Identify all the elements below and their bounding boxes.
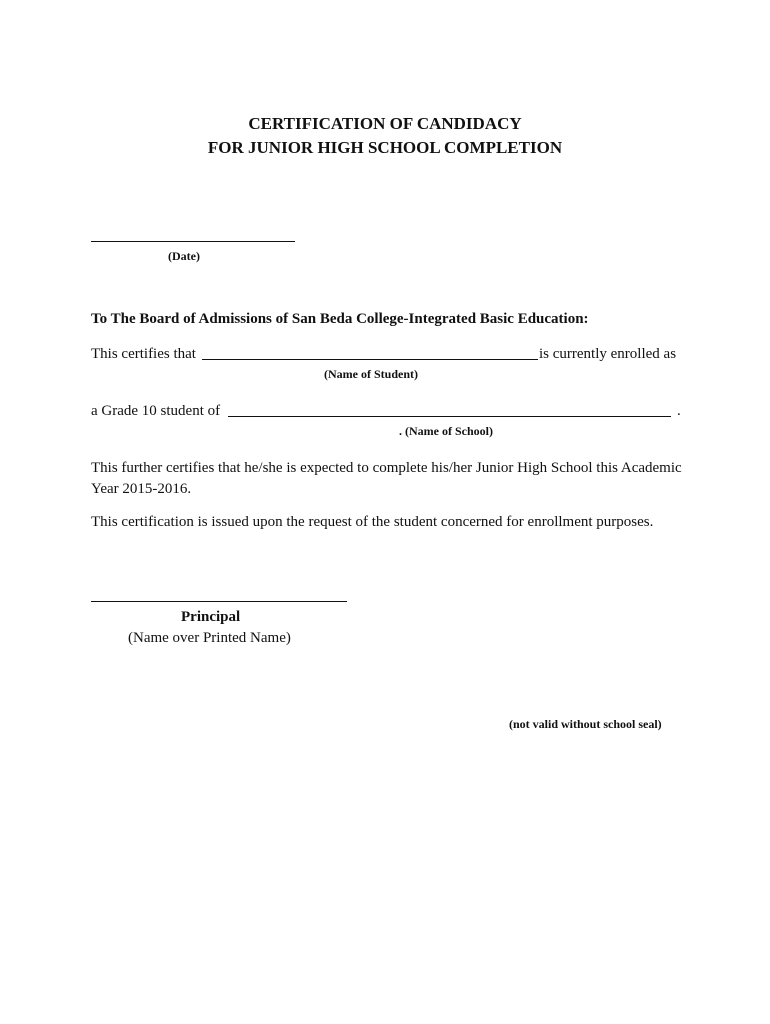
document-title-line2: FOR JUNIOR HIGH SCHOOL COMPLETION: [207, 138, 563, 157]
certifies-suffix: is currently enrolled as: [539, 346, 677, 362]
school-name-field-line[interactable]: [228, 416, 671, 417]
principal-signature-line[interactable]: [91, 601, 347, 602]
signatory-title: Principal: [181, 609, 241, 625]
document-title-line1: CERTIFICATION OF CANDIDACY: [248, 114, 522, 133]
school-name-label: . (Name of School): [399, 424, 493, 438]
further-certifies-paragraph: This further certifies that he/she is expected to complete his/her Junior High School this Academic Year 2015-2016.: [91, 460, 682, 497]
student-name-field-line[interactable]: [202, 359, 538, 360]
salutation: To The Board of Admissions of San Beda College-Integrated Basic Education:: [91, 311, 589, 327]
seal-note: (not valid without school seal): [509, 717, 662, 731]
certifies-prefix: This certifies that: [91, 346, 196, 362]
grade-period: .: [677, 403, 681, 419]
grade-prefix: a Grade 10 student of: [91, 403, 221, 419]
signatory-note: (Name over Printed Name): [128, 630, 291, 646]
student-name-label: (Name of Student): [324, 367, 418, 381]
date-label: (Date): [168, 249, 200, 263]
issued-statement-paragraph: This certification is issued upon the request of the student concerned for enrollment purposes.: [91, 514, 654, 530]
date-field-line[interactable]: [91, 241, 295, 242]
